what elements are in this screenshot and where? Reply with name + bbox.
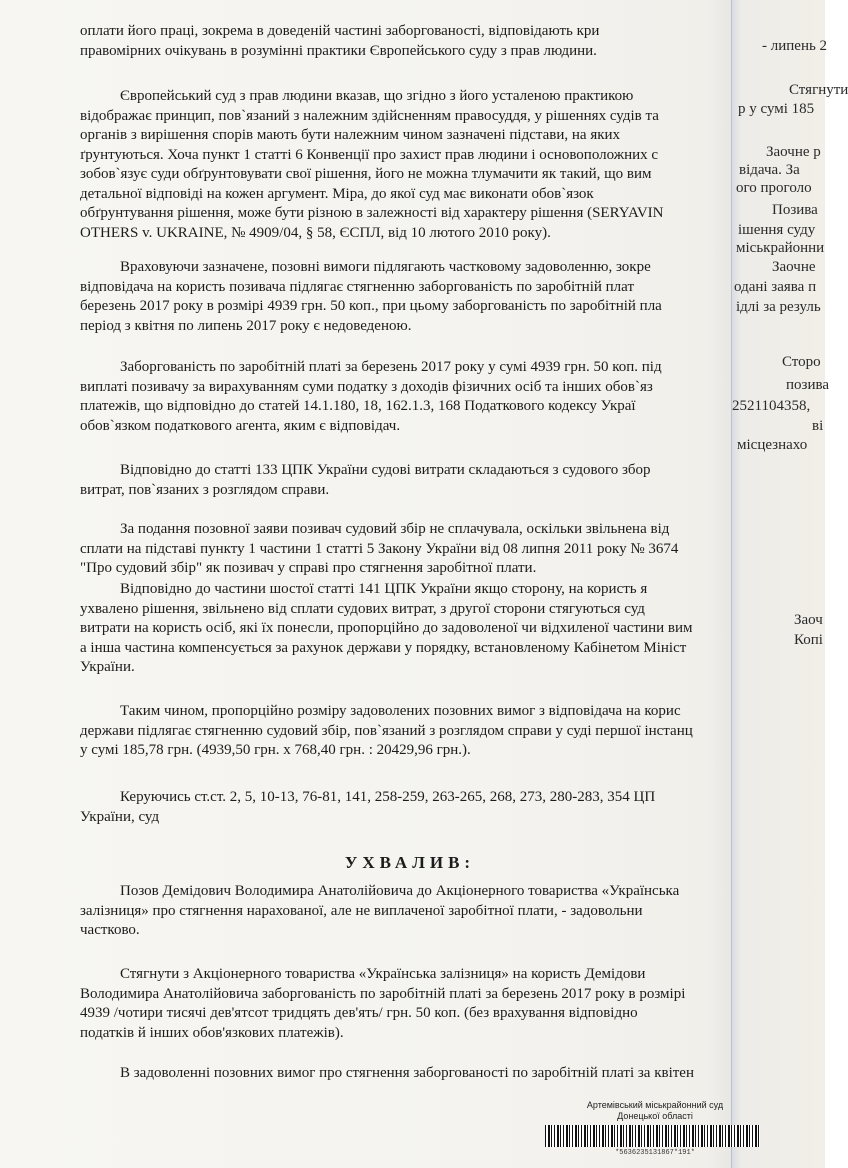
text-line: відповідача на користь позивача підлягає стягненню заборгованість по заробітній плат [80, 278, 634, 295]
text-line: Стягнути з Акціонерного товариства «Українська залізниця» на користь Демідови [120, 966, 646, 982]
text-line: зобов`язує суди обґрунтовувати свої рішення, його не можна тлумачити як такий, що вим [80, 166, 652, 182]
text-line: Відповідно до частини шостої статті 141 ЦПК України якщо сторону, на користь я [120, 581, 648, 597]
text-line: березень 2017 року в розмірі 4939 грн. 50 коп., при цьому заборгованість по заробітній пла [80, 298, 662, 314]
main-text-column [80, 20, 740, 1150]
text-line: В задоволенні позовних вимог про стягнення заборгованості по заробітній платі за квітен [120, 1065, 694, 1081]
text-line: OTHERS v. UKRAINE, № 4909/04, § 58, ЄСПЛ, від 10 лютого 2010 року). [80, 224, 551, 241]
text-line: витрати на користь осіб, які їх понесли, пропорційно до задоволеної чи відхиленої частини вим [80, 620, 693, 636]
text-line: України. [80, 659, 135, 675]
fragment-line: одані заява п [734, 279, 817, 295]
text-line: сплати на підставі пункту 1 частини 1 статті 5 Закону України від 08 липня 2011 року № 3674 [80, 540, 679, 557]
barcode-number: *5636235131867*191* [615, 1149, 695, 1157]
text-line: України, суд [80, 808, 160, 825]
paragraph-6 [80, 520, 678, 579]
fragment-line: ві [812, 418, 824, 434]
paragraph-8 [80, 702, 693, 761]
fragment-line: міськрайонни [736, 240, 825, 256]
text-line: частково. [80, 922, 140, 938]
text-line: За подання позовної заяви позивач судовий збір не сплачувала, оскільки звільнена від [120, 521, 670, 537]
court-stamp [560, 1100, 750, 1122]
fragment-line: Копі [794, 632, 823, 648]
text-line: а інша частина компенсується за рахунок держави у порядку, встановленому Кабінетом Мініст [80, 639, 687, 656]
text-line: детальної відповіді на кожен аргумент. Міра, до якої суд має виконати обов`язок [80, 185, 594, 202]
text-line: Європейський суд з прав людини вказав, що згідно з його усталеною практикою [120, 88, 634, 104]
text-line: "Про судовий збір" як позивач у справі про стягнення заробітної плати. [80, 560, 537, 576]
fragment-line: Заоч [794, 612, 823, 628]
paragraph-10 [80, 882, 679, 941]
paragraph-12 [80, 1064, 694, 1084]
text-line: правомірних очікувань в розумінні практики Європейського суду з прав людини. [80, 42, 597, 59]
paragraph-7 [80, 580, 693, 678]
text-line: витрат, пов`язаних з розглядом справи. [80, 481, 330, 498]
fragment-line: 2521104358, [732, 398, 811, 414]
text-line: Керуючись ст.ст. 2, 5, 10-13, 76-81, 141, 258-259, 263-265, 268, 273, 280-283, 354 ЦП [120, 789, 656, 805]
fragment-line: - липень 2 [762, 38, 828, 54]
court-name: Артемівський міськрайонний суд [586, 1100, 724, 1110]
ruling-heading: УХВАЛИВ: [344, 853, 476, 872]
text-line: у сумі 185,78 грн. (4939,50 грн. х 768,40 грн. : 20429,96 грн.). [80, 742, 471, 758]
text-line: держави підлягає стягненню судовий збір, пов`язаний з розглядом справи у суді першої інстанц [80, 722, 693, 739]
text-line: ґрунтуються. Хоча пункт 1 статті 6 Конвенції про захист прав людини і основоположних с [80, 146, 659, 163]
text-line: 4939 /чотири тисячі дев'ятсот тридцять дев'ять/ грн. 50 коп. (без врахування відповідно [80, 1005, 638, 1021]
text-line: обов`язком податкового агента, яким є відповідач. [80, 417, 401, 434]
text-line: залізниця» про стягнення нарахованої, але не виплаченої заробітної плати, - задовольни [80, 902, 643, 919]
paragraph-1 [80, 22, 599, 61]
paragraph-9 [80, 788, 655, 827]
paragraph-5 [80, 461, 651, 500]
fragment-line: Заочне [772, 259, 816, 275]
adjacent-page-fragment [731, 0, 848, 1168]
paragraph-11 [80, 965, 685, 1043]
fragment-line: ішення суду [738, 222, 816, 238]
fragment-line: Сторо [782, 354, 821, 370]
fragment-line: Стягнути [789, 82, 848, 98]
fragment-line: позива [786, 377, 830, 393]
fragment-line: відача. За [739, 162, 800, 178]
text-line: органів з вирішення спорів мають бути належним чином зазначені підстави, на яких [80, 127, 621, 143]
text-line: ухвалено рішення, звільнено від сплати судових витрат, з другої сторони стягуються суд [80, 600, 645, 617]
text-line: обґрунтування рішення, може бути різною в залежності від характеру рішення (SERYAVIN [80, 205, 664, 221]
text-line: відображає принцип, пов`язаний з належним здійсненням правосуддя, у рішеннях судів та [80, 107, 659, 124]
court-region: Донецької області [617, 1111, 693, 1121]
fragment-line: Заочне р [766, 144, 821, 160]
text-line: виплаті позивачу за вирахуванням суми податку з доходів фізичних осіб та інших обов`яз [80, 378, 653, 395]
fragment-line: ідлі за резуль [736, 299, 821, 315]
fragment-line: місцезнахо [737, 437, 808, 453]
fragment-line: р у сумі 185 [738, 101, 815, 117]
text-line: Відповідно до статті 133 ЦПК України судові витрати складаються з судового збор [120, 462, 651, 478]
text-line: період з квітня по липень 2017 року є недоведеною. [80, 317, 412, 334]
fragment-line: Позива [772, 202, 818, 218]
text-line: Позов Демідович Володимира Анатолійовича до Акціонерного товариства «Українська [120, 883, 680, 899]
text-line: Таким чином, пропорційно розміру задоволених позовних вимог з відповідача на корис [120, 703, 681, 719]
fragment-line: ого проголо [736, 180, 812, 196]
barcode [545, 1125, 760, 1147]
text-line: Заборгованість по заробітній платі за березень 2017 року у сумі 4939 грн. 50 коп. під [120, 359, 662, 375]
text-line: податків й інших обов'язкових платежів). [80, 1024, 344, 1041]
paragraph-2 [80, 87, 664, 243]
text-line: Враховуючи зазначене, позовні вимоги підлягають частковому задоволенню, зокре [120, 259, 651, 275]
paragraph-4 [80, 358, 662, 436]
text-line: Володимира Анатолійовича заборгованість по заробітній платі за березень 2017 року в розмірі [80, 985, 686, 1002]
text-line: платежів, що відповідно до статей 14.1.180, 18, 162.1.3, 168 Податкового кодексу Украї [80, 398, 636, 414]
paragraph-3 [80, 258, 662, 336]
text-line: оплати його праці, зокрема в доведеній частині заборгованості, відповідають кри [80, 23, 600, 39]
